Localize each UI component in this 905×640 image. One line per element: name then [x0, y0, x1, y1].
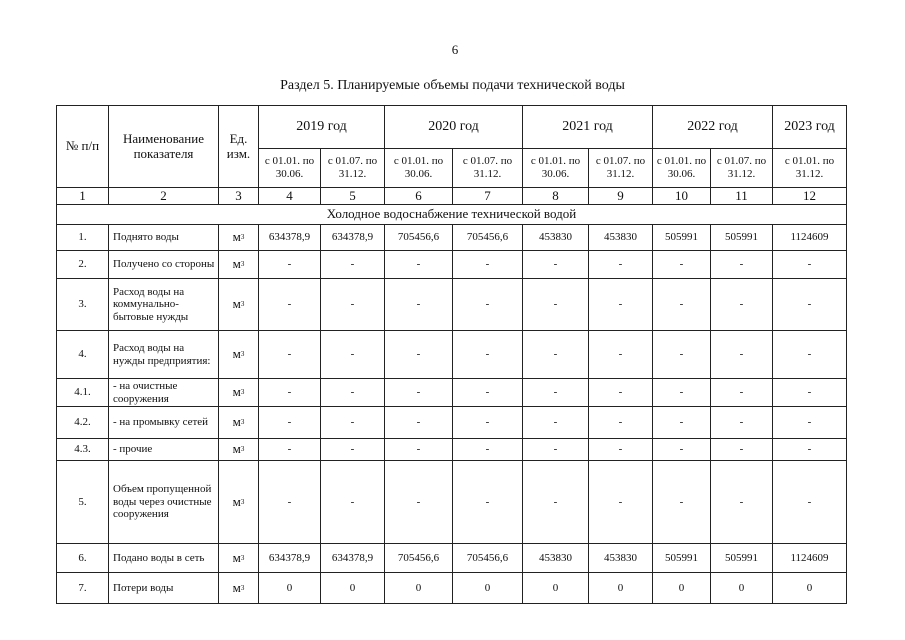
value-cell: 634378,9	[258, 224, 321, 251]
value-cell: -	[772, 438, 847, 461]
value-cell: -	[258, 378, 321, 407]
unit-cell	[218, 250, 259, 279]
value-cell: 0	[320, 572, 385, 604]
value-cell: -	[772, 378, 847, 407]
unit-exponent: 3	[240, 553, 245, 562]
row-number: 4.	[56, 330, 109, 379]
unit-cell	[218, 330, 259, 379]
value-cell: -	[258, 460, 321, 544]
section-heading: Холодное водоснабжение технической водой	[56, 204, 847, 225]
value-cell: -	[452, 460, 523, 544]
value-cell: -	[772, 460, 847, 544]
row-name: Получено со стороны	[108, 250, 219, 279]
value-cell: -	[710, 330, 773, 379]
value-cell: -	[522, 330, 589, 379]
value-cell: 505991	[710, 543, 773, 573]
value-cell: 453830	[588, 543, 653, 573]
unit-cell	[218, 278, 259, 331]
column-number: 6	[384, 187, 453, 205]
value-cell: 0	[588, 572, 653, 604]
value-cell: -	[710, 378, 773, 407]
value-cell: 1124609	[772, 543, 847, 573]
unit-base: м	[232, 441, 241, 457]
value-cell: 0	[652, 572, 711, 604]
value-cell: -	[588, 330, 653, 379]
value-cell: -	[772, 250, 847, 279]
value-cell: -	[588, 250, 653, 279]
row-number: 2.	[56, 250, 109, 279]
row-number: 7.	[56, 572, 109, 604]
row-number: 1.	[56, 224, 109, 251]
value-cell: 505991	[710, 224, 773, 251]
column-number: 7	[452, 187, 523, 205]
unit-base: м	[232, 549, 241, 565]
header-period: с 01.01. по 30.06.	[258, 148, 321, 188]
unit-cell	[218, 572, 259, 604]
value-cell: -	[258, 438, 321, 461]
column-number: 3	[218, 187, 259, 205]
header-period: с 01.01. по 30.06.	[384, 148, 453, 188]
unit-base: м	[232, 384, 241, 400]
column-number: 12	[772, 187, 847, 205]
unit-base: м	[232, 414, 241, 430]
unit-cell	[218, 543, 259, 573]
unit-cell	[218, 224, 259, 251]
unit-cell	[218, 378, 259, 407]
value-cell: 634378,9	[258, 543, 321, 573]
unit-cell	[218, 406, 259, 439]
value-cell: -	[258, 406, 321, 439]
value-cell: -	[522, 406, 589, 439]
unit-base: м	[232, 256, 241, 272]
header-col-name: Наименование показателя	[108, 105, 219, 188]
value-cell: -	[588, 460, 653, 544]
value-cell: -	[588, 278, 653, 331]
value-cell: -	[522, 250, 589, 279]
value-cell: -	[710, 250, 773, 279]
header-period: с 01.07. по 31.12.	[588, 148, 653, 188]
value-cell: -	[652, 278, 711, 331]
unit-exponent: 3	[240, 445, 245, 453]
column-number: 5	[320, 187, 385, 205]
value-cell: -	[710, 460, 773, 544]
value-cell: -	[452, 438, 523, 461]
header-period: с 01.07. по 31.12.	[320, 148, 385, 188]
unit-base: м	[232, 346, 241, 362]
unit-cell	[218, 438, 259, 461]
column-number: 8	[522, 187, 589, 205]
row-name: Расход воды на коммунально-бытовые нужды	[108, 278, 219, 331]
unit-exponent: 3	[240, 418, 245, 426]
header-col-no: № п/п	[56, 105, 109, 188]
row-name: Подано воды в сеть	[108, 543, 219, 573]
header-period: с 01.07. по 31.12.	[710, 148, 773, 188]
section-title: Раздел 5. Планируемые объемы подачи технической воды	[280, 78, 625, 93]
row-name: Поднято воды	[108, 224, 219, 251]
row-name: Потери воды	[108, 572, 219, 604]
value-cell: -	[588, 438, 653, 461]
value-cell: -	[522, 460, 589, 544]
value-cell: -	[452, 330, 523, 379]
unit-base: м	[232, 493, 241, 509]
value-cell: 0	[772, 572, 847, 604]
value-cell: 705456,6	[384, 224, 453, 251]
value-cell: 0	[452, 572, 523, 604]
header-period: с 01.07. по 31.12.	[452, 148, 523, 188]
value-cell: -	[320, 378, 385, 407]
value-cell: 0	[258, 572, 321, 604]
value-cell: -	[320, 406, 385, 439]
value-cell: -	[384, 438, 453, 461]
value-cell: 634378,9	[320, 543, 385, 573]
unit-exponent: 3	[240, 300, 245, 308]
value-cell: -	[772, 330, 847, 379]
row-name: Объем пропущенной воды через очистные сооружения	[108, 460, 219, 544]
value-cell: 634378,9	[320, 224, 385, 251]
value-cell: -	[522, 378, 589, 407]
value-cell: 0	[710, 572, 773, 604]
column-number: 9	[588, 187, 653, 205]
value-cell: -	[452, 406, 523, 439]
row-number: 6.	[56, 543, 109, 573]
value-cell: -	[320, 330, 385, 379]
header-year: 2019 год	[258, 105, 385, 149]
unit-exponent: 3	[240, 260, 245, 268]
value-cell: -	[710, 438, 773, 461]
value-cell: -	[320, 460, 385, 544]
value-cell: -	[652, 438, 711, 461]
header-year: 2020 год	[384, 105, 523, 149]
value-cell: -	[652, 330, 711, 379]
value-cell: 0	[522, 572, 589, 604]
value-cell: -	[588, 378, 653, 407]
unit-exponent: 3	[240, 350, 245, 358]
page-number: 6	[451, 42, 459, 57]
header-period: с 01.01. по 31.12.	[772, 148, 847, 188]
value-cell: -	[652, 460, 711, 544]
value-cell: -	[320, 278, 385, 331]
value-cell: -	[652, 378, 711, 407]
value-cell: -	[384, 330, 453, 379]
row-number: 3.	[56, 278, 109, 331]
value-cell: -	[452, 250, 523, 279]
header-year: 2022 год	[652, 105, 773, 149]
value-cell: -	[772, 278, 847, 331]
value-cell: 705456,6	[452, 224, 523, 251]
value-cell: 453830	[522, 543, 589, 573]
value-cell: -	[710, 406, 773, 439]
value-cell: -	[384, 460, 453, 544]
row-number: 4.1.	[56, 378, 109, 407]
row-number: 4.2.	[56, 406, 109, 439]
header-period: с 01.01. по 30.06.	[652, 148, 711, 188]
unit-base: м	[232, 579, 241, 595]
column-number: 2	[108, 187, 219, 205]
value-cell: -	[588, 406, 653, 439]
row-name: - прочие	[108, 438, 219, 461]
header-period: с 01.01. по 30.06.	[522, 148, 589, 188]
value-cell: -	[522, 438, 589, 461]
value-cell: 505991	[652, 543, 711, 573]
unit-exponent: 3	[240, 497, 245, 506]
value-cell: 0	[384, 572, 453, 604]
value-cell: -	[522, 278, 589, 331]
value-cell: -	[384, 250, 453, 279]
row-number: 4.3.	[56, 438, 109, 461]
value-cell: -	[258, 330, 321, 379]
value-cell: -	[320, 250, 385, 279]
header-year: 2021 год	[522, 105, 653, 149]
row-name: - на очистные сооружения	[108, 378, 219, 407]
unit-exponent: 3	[240, 233, 245, 241]
value-cell: 1124609	[772, 224, 847, 251]
unit-exponent: 3	[240, 388, 245, 396]
unit-exponent: 3	[240, 583, 245, 592]
value-cell: -	[452, 378, 523, 407]
column-number: 10	[652, 187, 711, 205]
value-cell: -	[710, 278, 773, 331]
row-number: 5.	[56, 460, 109, 544]
value-cell: -	[258, 250, 321, 279]
value-cell: 505991	[652, 224, 711, 251]
value-cell: -	[772, 406, 847, 439]
value-cell: 705456,6	[452, 543, 523, 573]
row-name: Расход воды на нужды предприятия:	[108, 330, 219, 379]
value-cell: -	[320, 438, 385, 461]
value-cell: -	[384, 378, 453, 407]
header-year: 2023 год	[772, 105, 847, 149]
value-cell: -	[652, 406, 711, 439]
column-number: 4	[258, 187, 321, 205]
column-number: 11	[710, 187, 773, 205]
value-cell: 705456,6	[384, 543, 453, 573]
row-name: - на промывку сетей	[108, 406, 219, 439]
unit-cell	[218, 460, 259, 544]
header-col-unit: Ед. изм.	[218, 105, 259, 188]
value-cell: -	[384, 406, 453, 439]
value-cell: -	[384, 278, 453, 331]
value-cell: 453830	[588, 224, 653, 251]
value-cell: -	[452, 278, 523, 331]
column-number: 1	[56, 187, 109, 205]
value-cell: 453830	[522, 224, 589, 251]
value-cell: -	[652, 250, 711, 279]
unit-base: м	[232, 296, 241, 312]
value-cell: -	[258, 278, 321, 331]
unit-base: м	[232, 229, 241, 245]
